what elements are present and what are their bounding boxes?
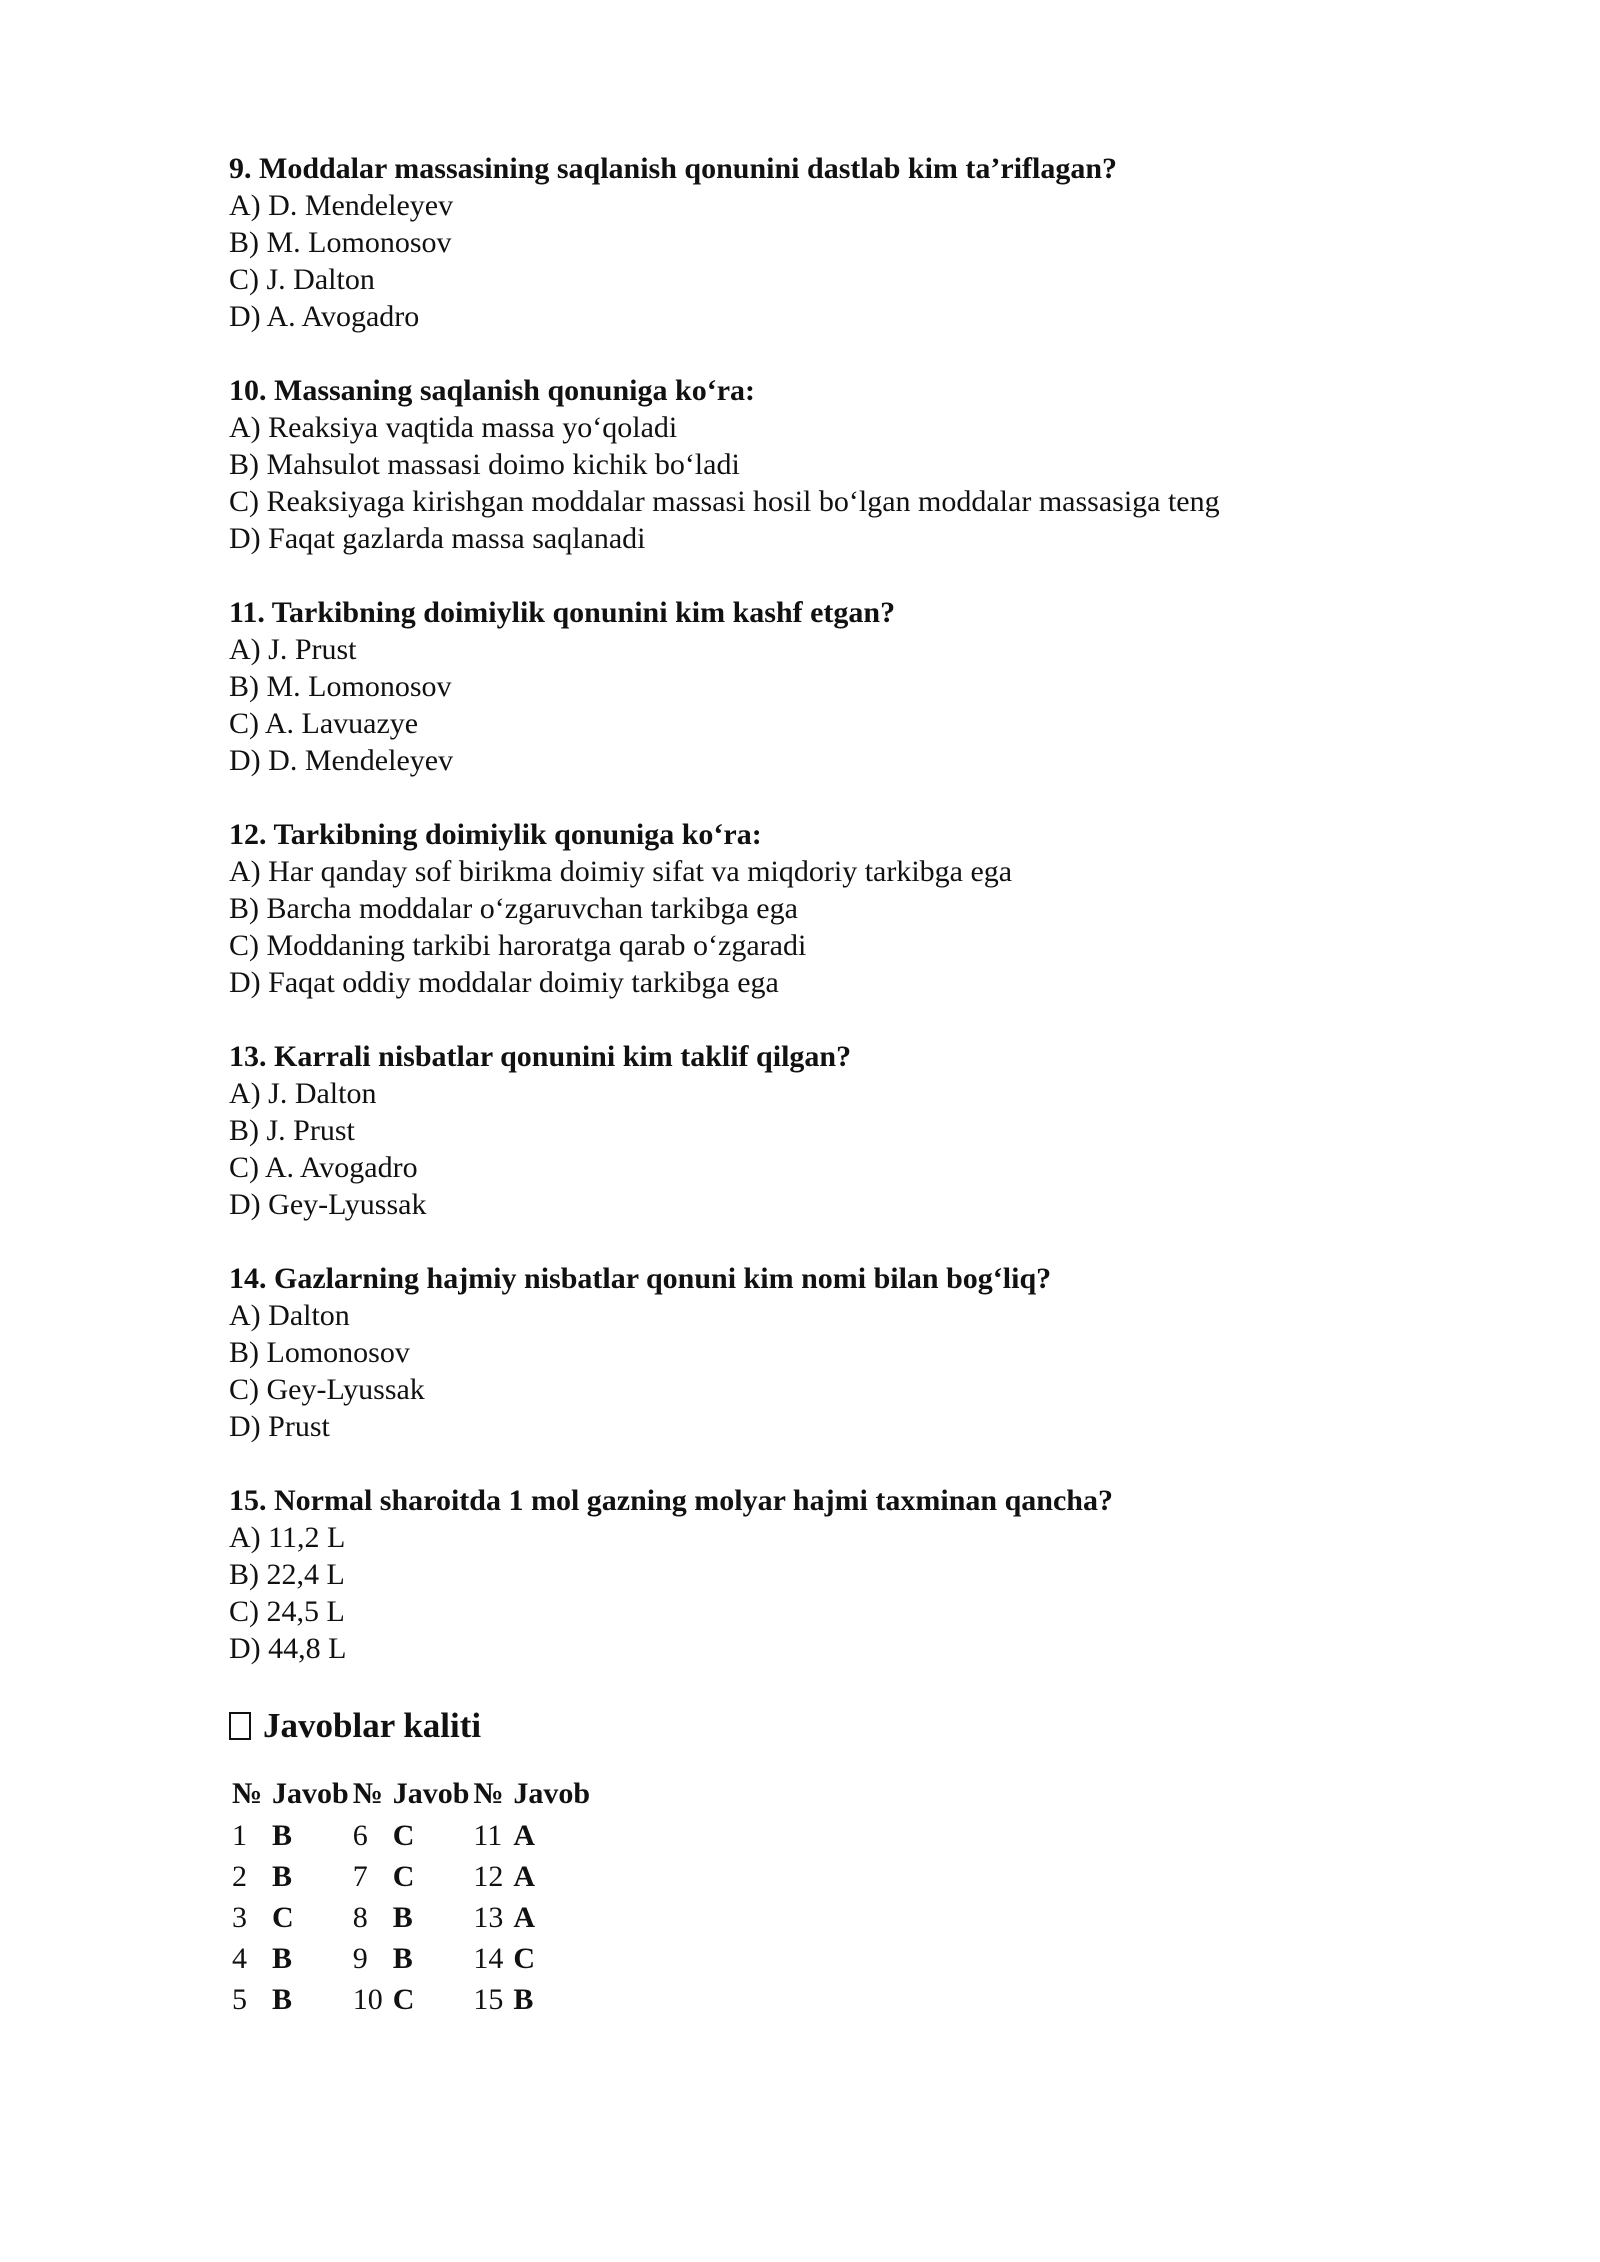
cell-answer: B bbox=[392, 1900, 413, 1934]
option-c: C) A. Lavuazye bbox=[229, 707, 419, 740]
question-14 bbox=[229, 1260, 1429, 1445]
cell-number: 12 bbox=[473, 1859, 504, 1893]
header-answer: Javob bbox=[513, 1776, 591, 1810]
cell-answer: B bbox=[272, 1941, 293, 1975]
option-a: A) Dalton bbox=[229, 1299, 350, 1332]
option-c: C) Reaksiyaga kirishgan moddalar massasi hosil bo‘lgan moddalar massasiga teng bbox=[229, 485, 1220, 518]
option-b: B) Barcha moddalar o‘zgaruvchan tarkibga ega bbox=[229, 892, 798, 925]
option-c: C) Moddaning tarkibi haroratga qarab o‘zgaradi bbox=[229, 929, 807, 962]
question-13 bbox=[229, 1038, 1429, 1223]
cell-number: 9 bbox=[352, 1941, 368, 1975]
option-c: C) A. Avogadro bbox=[229, 1151, 418, 1184]
option-a: A) D. Mendeleyev bbox=[229, 189, 454, 222]
question-title: 12. Tarkibning doimiylik qonuniga ko‘ra: bbox=[229, 818, 762, 851]
cell-answer: C bbox=[272, 1900, 294, 1934]
option-b: B) J. Prust bbox=[229, 1114, 355, 1147]
question-11 bbox=[229, 594, 1429, 779]
option-a: A) J. Prust bbox=[229, 633, 357, 666]
option-b: B) 22,4 L bbox=[229, 1558, 345, 1591]
option-a: A) 11,2 L bbox=[229, 1521, 346, 1554]
question-title: 9. Moddalar massasining saqlanish qonunini dastlab kim ta’riflagan? bbox=[229, 152, 1118, 185]
option-c: C) Gey-Lyussak bbox=[229, 1373, 425, 1406]
question-9 bbox=[229, 150, 1429, 335]
question-title: 14. Gazlarning hajmiy nisbatlar qonuni kim nomi bilan bog‘liq? bbox=[229, 1262, 1052, 1295]
cell-answer: A bbox=[513, 1859, 536, 1893]
header-number: № bbox=[473, 1776, 504, 1810]
table-row bbox=[232, 1815, 594, 1856]
cell-number: 14 bbox=[473, 1941, 504, 1975]
cell-number: 5 bbox=[232, 1982, 247, 2016]
cell-answer: A bbox=[513, 1818, 536, 1852]
table-row bbox=[232, 1979, 594, 2020]
cell-answer: C bbox=[392, 1818, 415, 1852]
header-answer: Javob bbox=[272, 1776, 349, 1810]
option-c: C) 24,5 L bbox=[229, 1595, 345, 1628]
cell-number: 1 bbox=[232, 1818, 247, 1852]
answer-key-heading bbox=[229, 1704, 1429, 1748]
document-page bbox=[229, 150, 1429, 2020]
cell-number: 6 bbox=[352, 1818, 368, 1852]
option-d: D) A. Avogadro bbox=[229, 300, 420, 333]
cell-number: 8 bbox=[352, 1900, 368, 1934]
option-a: A) Reaksiya vaqtida massa yo‘qoladi bbox=[229, 411, 678, 444]
option-d: D) 44,8 L bbox=[229, 1632, 347, 1665]
missing-glyph-icon bbox=[229, 1712, 251, 1740]
header-number: № bbox=[352, 1776, 383, 1810]
cell-answer: C bbox=[513, 1941, 536, 1975]
cell-number: 13 bbox=[473, 1900, 504, 1934]
option-c: C) J. Dalton bbox=[229, 263, 375, 296]
cell-answer: C bbox=[392, 1859, 415, 1893]
question-10 bbox=[229, 372, 1429, 557]
table-row bbox=[232, 1897, 594, 1938]
cell-answer: B bbox=[272, 1982, 293, 2016]
cell-number: 7 bbox=[352, 1859, 368, 1893]
cell-answer: B bbox=[272, 1859, 293, 1893]
cell-answer: A bbox=[513, 1900, 536, 1934]
question-title: 13. Karrali nisbatlar qonunini kim taklif qilgan? bbox=[229, 1040, 852, 1073]
cell-number: 3 bbox=[232, 1900, 247, 1934]
option-d: D) Gey-Lyussak bbox=[229, 1188, 427, 1221]
question-title: 10. Massaning saqlanish qonuniga ko‘ra: bbox=[229, 374, 755, 407]
question-title: 15. Normal sharoitda 1 mol gazning molyar hajmi taxminan qancha? bbox=[229, 1484, 1113, 1517]
answer-key-title: Javoblar kaliti bbox=[263, 1706, 482, 1745]
cell-answer: B bbox=[392, 1941, 413, 1975]
option-d: D) D. Mendeleyev bbox=[229, 744, 454, 777]
option-d: D) Faqat gazlarda massa saqlanadi bbox=[229, 522, 646, 555]
option-a: A) Har qanday sof birikma doimiy sifat va miqdoriy tarkibga ega bbox=[229, 855, 1013, 888]
table-row bbox=[232, 1856, 594, 1897]
cell-number: 2 bbox=[232, 1859, 247, 1893]
option-b: B) M. Lomonosov bbox=[229, 670, 452, 703]
table-row bbox=[232, 1938, 594, 1979]
question-title: 11. Tarkibning doimiylik qonunini kim kashf etgan? bbox=[229, 596, 896, 629]
cell-number: 15 bbox=[473, 1982, 504, 2016]
option-b: B) Mahsulot massasi doimo kichik bo‘ladi bbox=[229, 448, 740, 481]
option-b: B) Lomonosov bbox=[229, 1336, 410, 1369]
option-d: D) Faqat oddiy moddalar doimiy tarkibga ega bbox=[229, 966, 779, 999]
answer-key-header-row bbox=[232, 1772, 594, 1815]
header-number: № bbox=[232, 1776, 263, 1810]
cell-answer: B bbox=[272, 1818, 293, 1852]
question-12 bbox=[229, 816, 1429, 1001]
header-answer: Javob bbox=[392, 1776, 470, 1810]
option-d: D) Prust bbox=[229, 1410, 330, 1443]
cell-answer: B bbox=[513, 1982, 534, 2016]
question-15 bbox=[229, 1482, 1429, 1667]
option-b: B) M. Lomonosov bbox=[229, 226, 452, 259]
cell-number: 10 bbox=[352, 1982, 383, 2016]
cell-number: 11 bbox=[473, 1818, 503, 1852]
cell-answer: C bbox=[392, 1982, 415, 2016]
option-a: A) J. Dalton bbox=[229, 1077, 377, 1110]
answer-key-table bbox=[232, 1772, 594, 2020]
cell-number: 4 bbox=[232, 1941, 247, 1975]
